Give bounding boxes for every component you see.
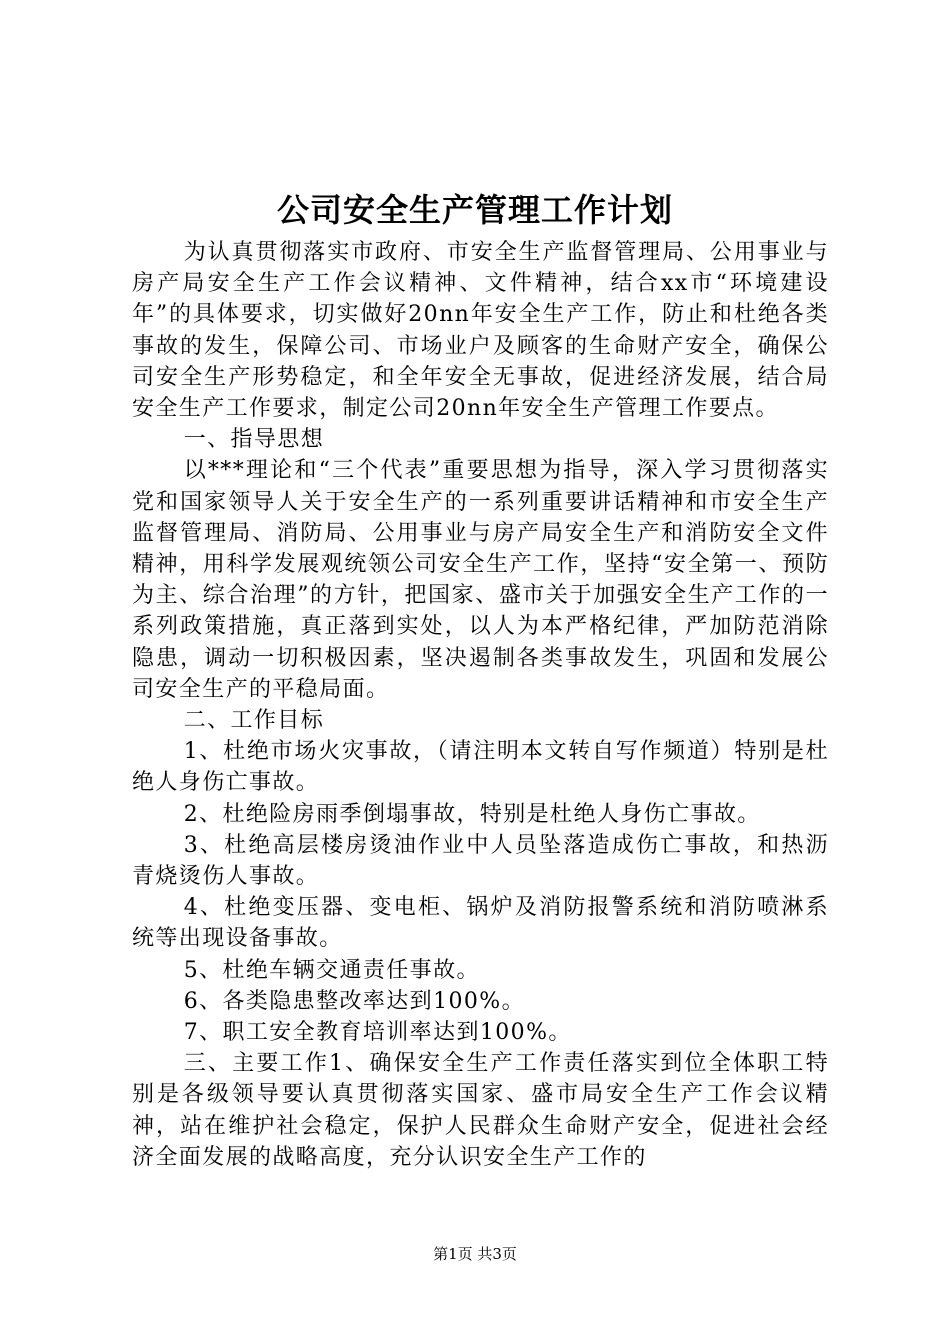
heading-work-goals: 二、工作目标 xyxy=(183,708,325,734)
paragraph-main-work: 三、主要工作1、确保安全生产工作责任落实到位全体职工特别是各级领导要认真贯彻落实国家、盛市局安全生产工作会议精神，站在维护社会稳定，保护人民群众生命财产安全，促进社会经济全面发展的战略高度，充分认识安全生产工作的 xyxy=(132,1051,829,1170)
document-title: 公司安全生产管理工作计划 xyxy=(276,191,673,229)
paragraph-guiding-ideology: 以***理论和“三个代表”重要思想为指导，深入学习贯彻落实党和国家领导人关于安全生产的一系列重要讲话精神和市安全生产监督管理局、消防局、公用事业与房产局安全生产和消防安全文件精神，用科学发展观统领公司安全生产工作，坚持“安全第一、预防为主、综合治理”的方针，把国家、盛市关于加强安全生产工作的一系列政策措施，真正落到实处，以人为本严格纪律，严加防范消除隐患，调动一切积极因素，坚决遏制各类事故发生，巩固和发展公司安全生产的平稳局面。 xyxy=(132,458,829,702)
goal-item-7: 7、职工安全教育培训率达到100%。 xyxy=(183,1020,572,1046)
goal-item-4: 4、杜绝变压器、变电柜、锅炉及消防报警系统和消防喷淋系统等出现设备事故。 xyxy=(132,895,829,952)
heading-guiding-ideology: 一、指导思想 xyxy=(183,427,325,453)
document-body xyxy=(132,237,829,1173)
goal-item-1: 1、杜绝市场火灾事故，（请注明本文转自写作频道）特别是杜绝人身伤亡事故。 xyxy=(132,739,829,796)
goal-item-2: 2、杜绝险房雨季倒塌事故，特别是杜绝人身伤亡事故。 xyxy=(183,801,761,827)
page-footer: 第1页 共3页 xyxy=(433,1245,517,1263)
goal-item-3: 3、杜绝高层楼房烫油作业中人员坠落造成伤亡事故，和热沥青烧烫伤人事故。 xyxy=(132,832,829,890)
paragraph-intro: 为认真贯彻落实市政府、市安全生产监督管理局、公用事业与房产局安全生产工作会议精神、文件精神，结合xx市“环境建设年”的具体要求，切实做好20nn年安全生产工作，防止和杜绝各类事故的发生，保障公司、市场业户及顾客的生命财产安全，确保公司安全生产形势稳定，和全年安全无事故，促进经济发展，结合局安全生产工作要求，制定公司20nn年安全生产管理工作要点。 xyxy=(132,240,829,422)
goal-item-6: 6、各类隐患整改率达到100%。 xyxy=(183,988,525,1014)
goal-item-5: 5、杜绝车辆交通责任事故。 xyxy=(183,957,480,983)
